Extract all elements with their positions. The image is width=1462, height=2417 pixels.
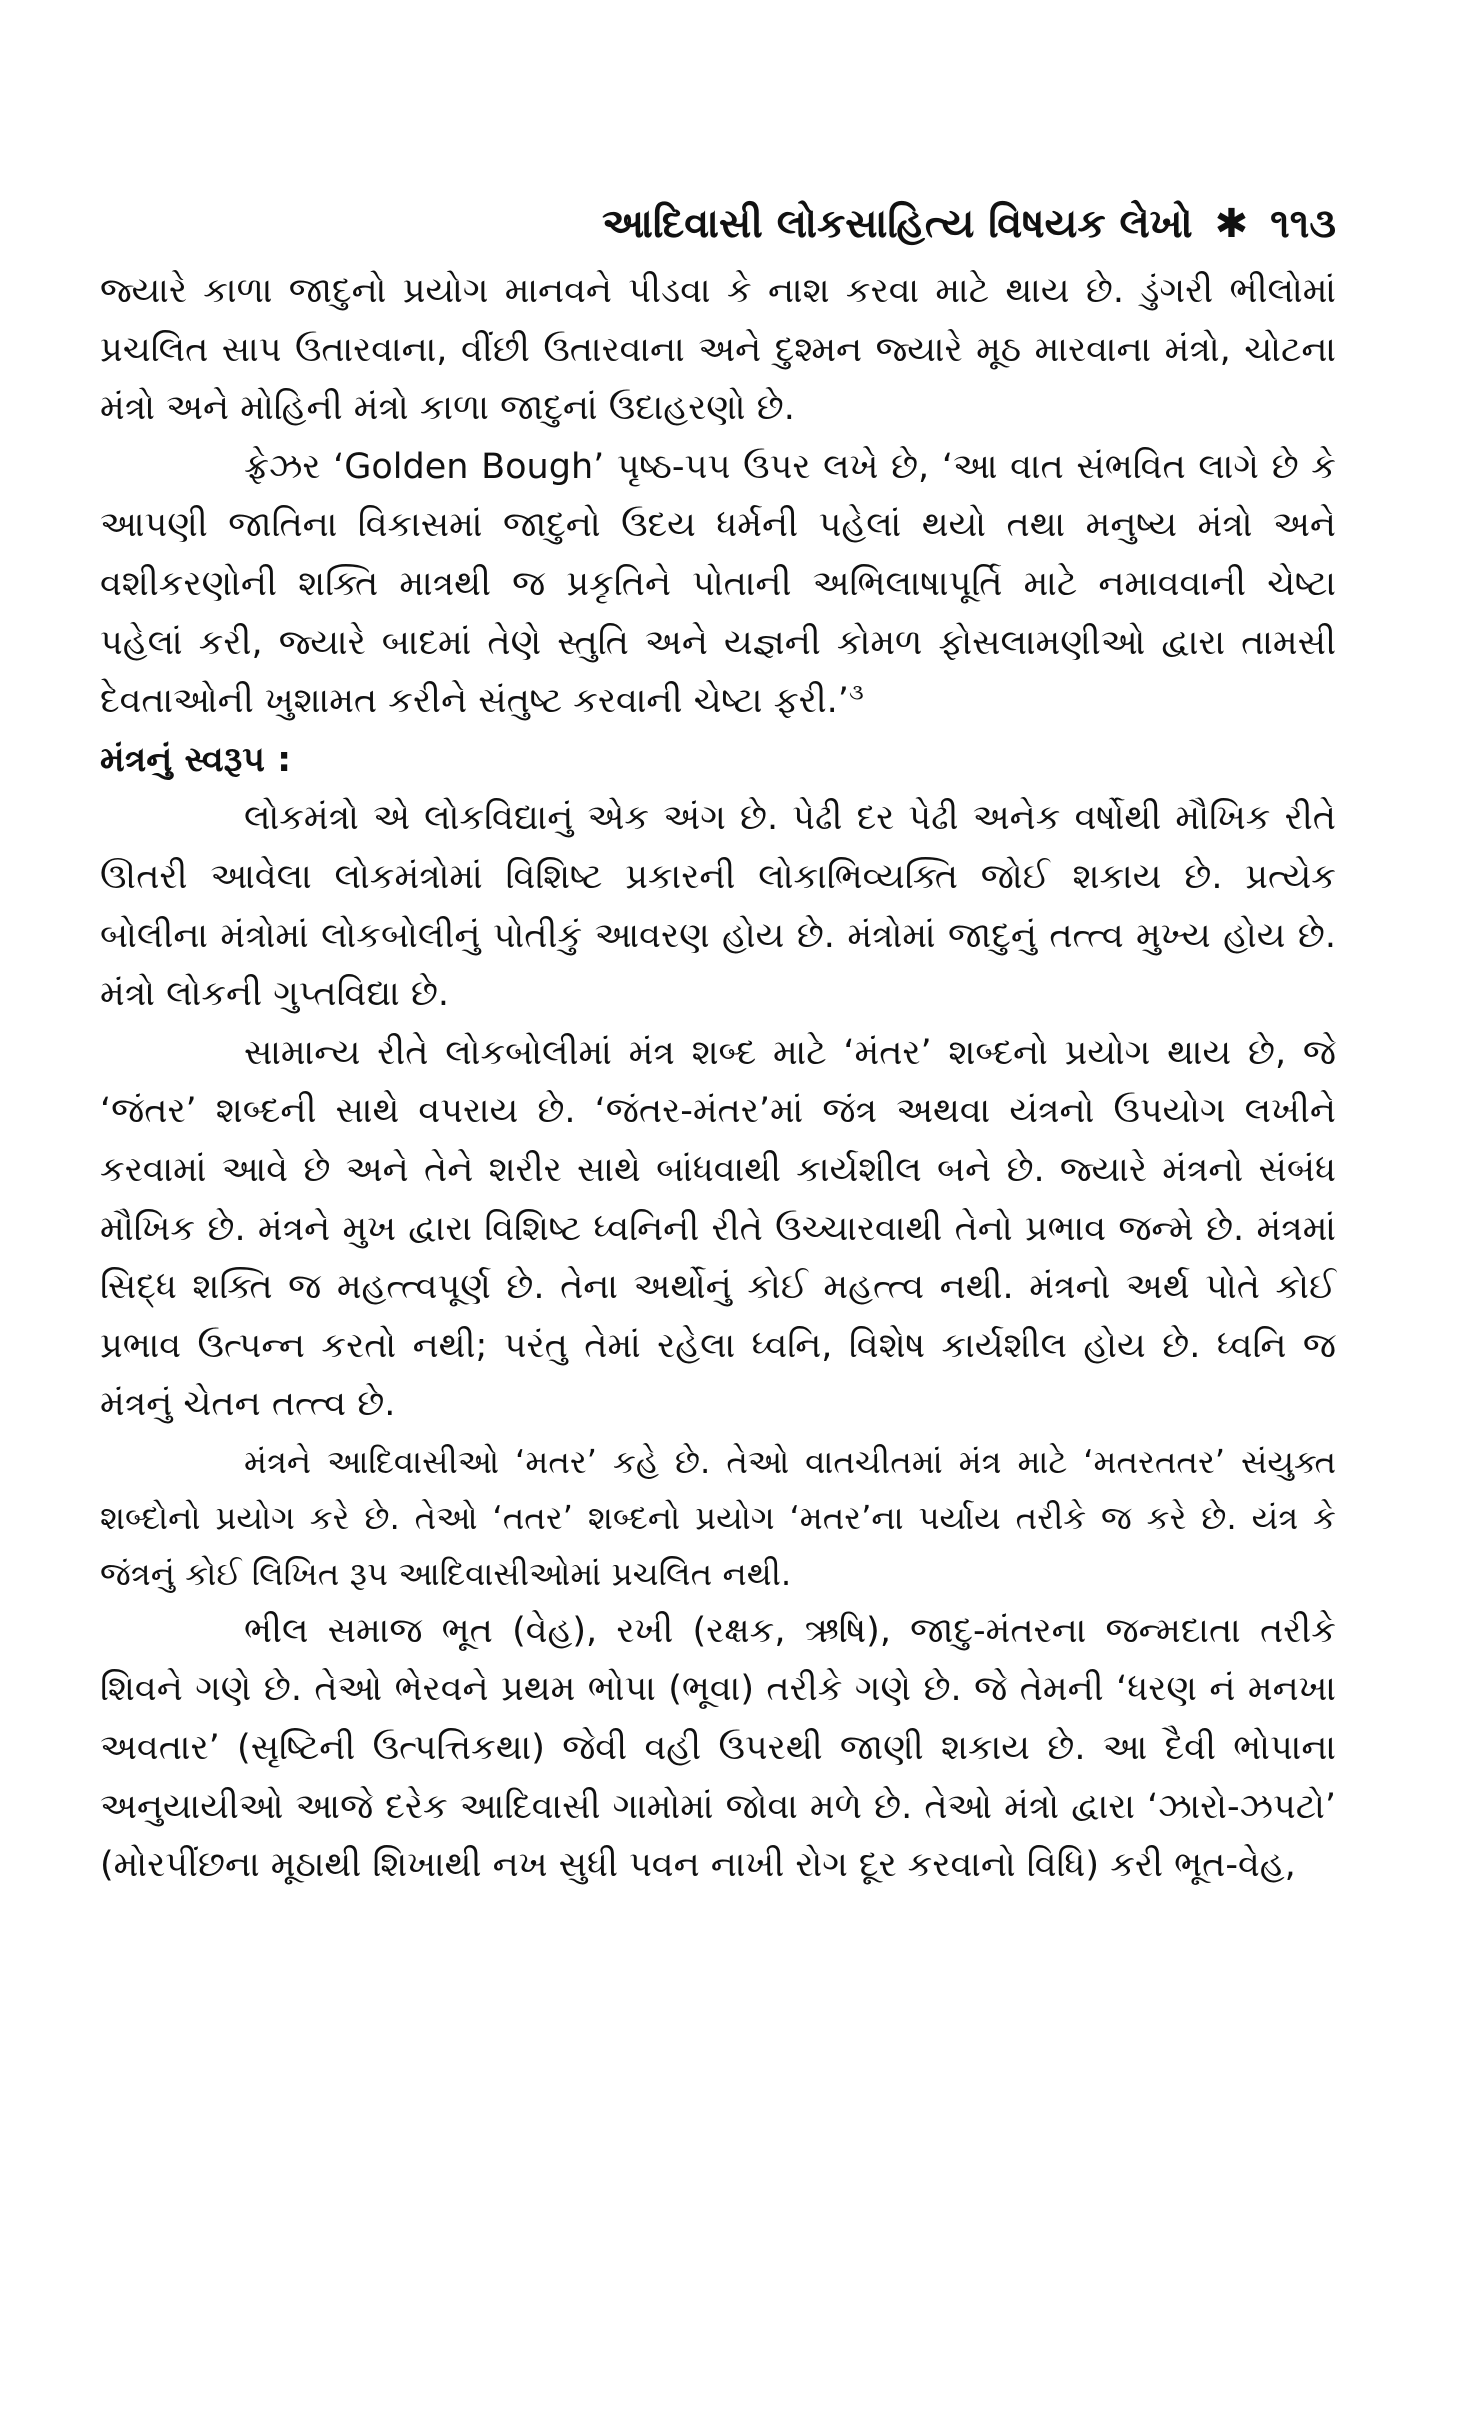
paragraph-4: સામાન્ય રીતે લોકબોલીમાં મંત્ર શબ્દ માટે ‘મંતર’ શબ્દનો પ્રયોગ થાય છે, જે ‘જંતર’ શબ્દની સાથે વપરાય છે. ‘જંતર-મંતર’માં જંત્ર અથવા યંત્રનો ઉપયોગ લખીને કરવામાં આવે છે અને તેને શરીર સાથે બાંધવાથી કાર્યશીલ બને છે. જ્યારે મંત્રનો સંબંધ મૌખિક છે. મંત્રને મુખ દ્વારા વિશિષ્ટ ધ્વનિની રીતે ઉચ્ચારવાથી તેનો પ્રભાવ જન્મે છે. મંત્રમાં સિદ્ધ શક્તિ જ મહત્ત્વપૂર્ણ છે. તેના અર્થોનું કોઈ મહત્ત્વ નથી. મંત્રનો અર્થ પોતે કોઈ પ્રભાવ ઉત્પન્ન કરતો નથી; પરંતુ તેમાં રહેલા ધ્વનિ, વિશેષ કાર્યશીલ હોય છે. ધ્વનિ જ મંત્રનું ચેતન તત્ત્વ છે.	[100, 1032, 1336, 1425]
paragraph-2-text: ફ્રેઝર ‘Golden Bough’ પૃષ્ઠ-૫૫ ઉપર લખે છે, ‘આ વાત સંભવિત લાગે છે કે આપણી જાતિના વિકાસમાં જાદુનો ઉદય ધર્મની પહેલાં થયો તથા મનુષ્ય મંત્રો અને વશીકરણોની શક્તિ માત્રથી જ પ્રકૃતિને પોતાની અભિલાષાપૂર્તિ માટે નમાવવાની ચેષ્ટા પહેલાં કરી, જ્યારે બાદમાં તેણે સ્તુતિ અને યજ્ઞની કોમળ ફોસલામણીઓ દ્વારા તામસી દેવતાઓની ખુશામત કરીને સંતુષ્ટ કરવાની ચેષ્ટા ફરી.’	[100, 446, 1336, 722]
footnote-marker: ૩	[848, 680, 864, 706]
asterisk-separator-icon: ✱	[1214, 201, 1249, 247]
page-number: ૧૧૩	[1270, 201, 1336, 247]
paragraph-5: મંત્રને આદિવાસીઓ ‘મતર’ કહે છે. તેઓ વાતચીતમાં મંત્ર માટે ‘મતરતતર’ સંયુક્ત શબ્દોનો પ્રયોગ કરે છે. તેઓ ‘તતર’ શબ્દનો પ્રયોગ ‘મતર’ના પર્યાય તરીકે જ કરે છે. યંત્ર કે જંત્રનું કોઈ લિખિત રૂપ આદિવાસીઓમાં પ્રચલિત નથી.	[100, 1442, 1336, 1593]
section-heading: મંત્રનું સ્વરૂપ :	[100, 739, 292, 780]
paragraph-6: ભીલ સમાજ ભૂત (વેહ), રખી (રક્ષક, ઋષિ), જાદુ-મંતરના જન્મદાતા તરીકે શિવને ગણે છે. તેઓ ભેરવને પ્રથમ ભોપા (ભૂવા) તરીકે ગણે છે. જે તેમની ‘ધરણ નં મનખા અવતાર’ (સૃષ્ટિની ઉત્પત્તિકથા) જેવી વહી ઉપરથી જાણી શકાય છે. આ દૈવી ભોપાના અનુયાયીઓ આજે દરેક આદિવાસી ગામોમાં જોવા મળે છે. તેઓ મંત્રો દ્વારા ‘ઝારો-ઝપટો’ (મોરપીંછના મૂઠાથી શિખાથી નખ સુધી પવન નાખી રોગ દૂર કરવાનો વિધિ) કરી ભૂત-વેહ,	[100, 1610, 1336, 1886]
paragraph-2	[100, 438, 1336, 731]
page-body	[100, 262, 1336, 1895]
paragraph-3: લોકમંત્રો એ લોકવિદ્યાનું એક અંગ છે. પેઢી દર પેઢી અનેક વર્ષોથી મૌખિક રીતે ઊતરી આવેલા લોકમંત્રોમાં વિશિષ્ટ પ્રકારની લોકાભિવ્યક્તિ જોઈ શકાય છે. પ્રત્યેક બોલીના મંત્રોમાં લોકબોલીનું પોતીકું આવરણ હોય છે. મંત્રોમાં જાદુનું તત્ત્વ મુખ્ય હોય છે. મંત્રો લોકની ગુપ્તવિદ્યા છે.	[100, 798, 1336, 1015]
running-title: આદિવાસી લોકસાહિત્ય વિષયક લેખો	[601, 201, 1193, 247]
paragraph-1: જ્યારે કાળા જાદુનો પ્રયોગ માનવને પીડવા કે નાશ કરવા માટે થાય છે. ડુંગરી ભીલોમાં પ્રચલિત સાપ ઉતારવાના, વીંછી ઉતારવાના અને દુશ્મન જ્યારે મૂઠ મારવાના મંત્રો, ચોટના મંત્રો અને મોહિની મંત્રો કાળા જાદુનાં ઉદાહરણો છે.	[100, 271, 1336, 429]
running-header	[300, 196, 1336, 252]
